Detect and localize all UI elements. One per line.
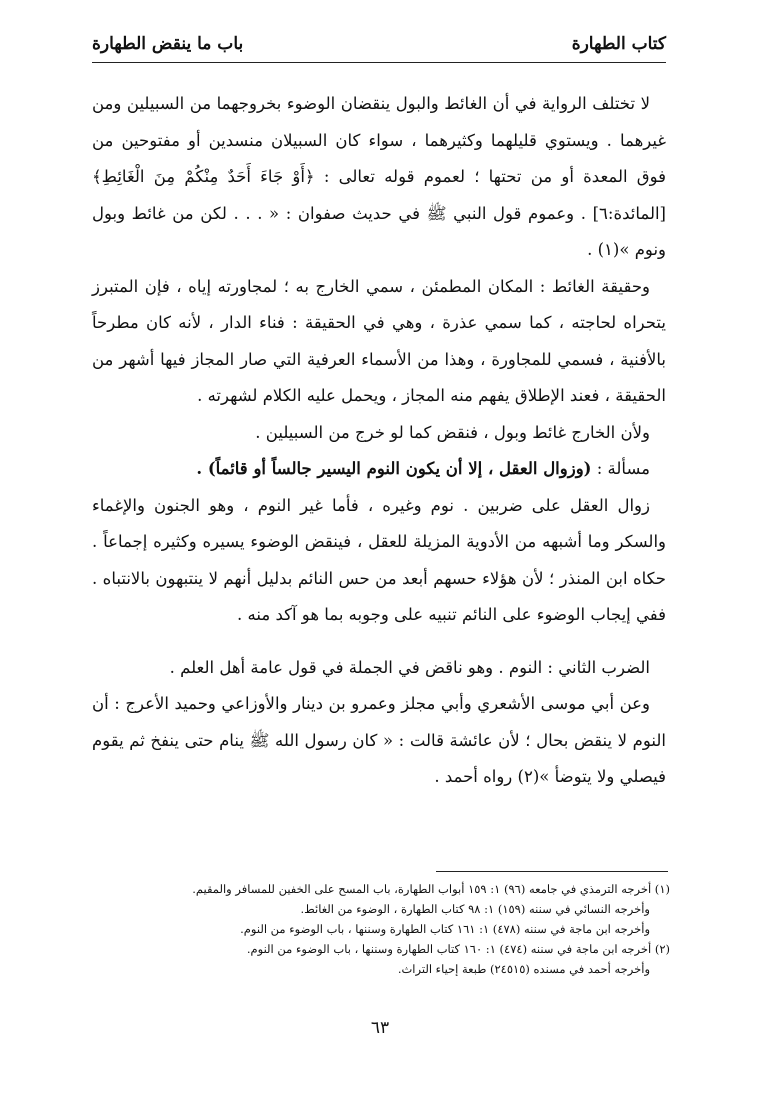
footnote: (١) أخرجه الترمذي في جامعه (٩٦) ١: ١٥٩ أبواب الطهارة، باب المسح على الخفين للمسافر والمقيم. <box>192 882 670 896</box>
paragraph: وعن أبي موسى الأشعري وأبي مجلز وعمرو بن دينار والأوزاعي وحميد الأعرج : أن النوم لا ينقض بحال ؛ لأن عائشة قالت : « كان رسول الله ﷺ ينام حتى ينفخ ثم يقوم فيصلي ولا يتوضأ »(٢) رواه أحمد . <box>92 694 666 786</box>
paragraph: وحقيقة الغائط : المكان المطمئن ، سمي الخارج به ؛ لمجاورته إياه ، فإن المتبرز يتحراه لحاجته ، كما سمي عذرة ، وهي في الحقيقة : فناء الدار ، لأنه كان مطرحاً بالأفنية ، فسمي للمجاورة ، وهذا من الأسماء العرفية التي صار المجاز فيها أشهر من الحقيقة ، فعند الإطلاق يفهم منه المجاز ، ويحمل عليه الكلام لشهرته . <box>92 276 666 405</box>
footnote: وأخرجه النسائي في سننه (١٥٩) ١: ٩٨ كتاب الطهارة ، الوضوء من الغائط. <box>300 902 650 916</box>
main-text <box>92 86 666 796</box>
chapter-title: باب ما ينقض الطهارة <box>92 34 244 54</box>
paragraph: الضرب الثاني : النوم . وهو ناقض في الجملة في قول عامة أهل العلم . <box>169 657 650 677</box>
paragraph: زوال العقل على ضربين . نوم وغيره ، فأما غير النوم ، وهو الجنون والإغماء والسكر وما أشبهه من الأدوية المزيلة للعقل ، فينقض الوضوء يسيره وكثيره إجماعاً . حكاه ابن المنذر ؛ لأن هؤلاء حسهم أبعد من حس النائم بدليل أنهم لا ينتبهون بالانتباه . ففي إيجاب الوضوء على النائم تنبيه على وجوبه بما هو آكد منه . <box>92 495 666 624</box>
footnotes <box>96 879 670 979</box>
footnote: وأخرجه أحمد في مسنده (٢٤٥١٥) طبعة إحياء التراث. <box>397 962 650 976</box>
masala-heading <box>92 451 666 488</box>
page-number: ٦٣ <box>370 1018 390 1038</box>
running-header <box>92 30 666 63</box>
paragraph: لا تختلف الرواية في أن الغائط والبول ينقضان الوضوء بخروجهما من السبيلين ومن غيرهما . ويستوي قليلهما وكثيرهما ، سواء كان السبيلان منسدين أو مفتوحين من فوق المعدة أو من تحتها ؛ لعموم قوله تعالى : ﴿أَوْ جَاءَ أَحَدٌ مِنْكُمْ مِنَ الْغَائِطِ﴾ [المائدة:٦] . وعموم قول النبي ﷺ في حديث صفوان : « . . . لكن من غائط وبول ونوم »(١) . <box>92 94 666 259</box>
footnote-divider <box>436 871 668 872</box>
masala-label: مسألة : <box>596 459 650 478</box>
footnote: (٢) أخرجه ابن ماجة في سننه (٤٧٤) ١: ١٦٠ كتاب الطهارة وسننها ، باب الوضوء من النوم. <box>246 942 670 956</box>
paragraph: ولأن الخارج غائط وبول ، فنقض كما لو خرج من السبيلين . <box>255 422 650 442</box>
footnote: وأخرجه ابن ماجة في سننه (٤٧٨) ١: ١٦١ كتاب الطهارة وسننها ، باب الوضوء من النوم. <box>240 922 650 936</box>
masala-statement: (وزوال العقل ، إلا أن يكون النوم اليسير جالساً أو قائماً) . <box>196 459 592 478</box>
book-title: كتاب الطهارة <box>571 34 666 54</box>
